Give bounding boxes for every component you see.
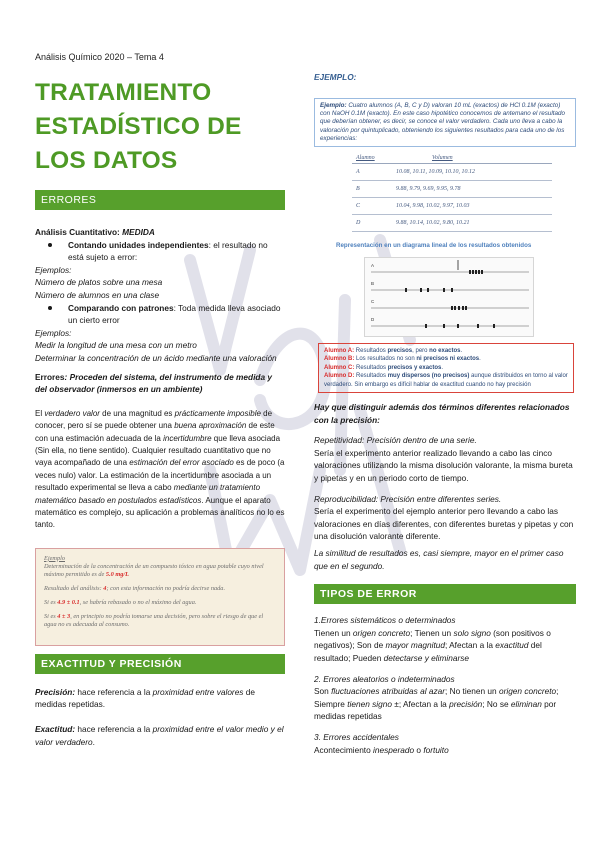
tipo2-title: 2. Errores aleatorios o indeterminados bbox=[314, 673, 455, 684]
legend-item: Alumno C: Resultados precisos y exactos. bbox=[324, 364, 444, 371]
results-table bbox=[352, 153, 552, 232]
example-2: Número de alumnos en una clase bbox=[35, 289, 160, 300]
legend-item: Alumno D: Resultados muy dispersos (no precisos) aunque distribuidos en torno al valor verdadero. Sin embargo es difícil hablar de exactitud cuando no hay precisión bbox=[324, 373, 568, 388]
image-example-line3: Resultado del análisis: 4; con esta información no podría decirse nada. bbox=[44, 584, 226, 592]
table-row: C 10.04, 9.98, 10.02, 9.97, 10.03 bbox=[352, 198, 552, 215]
bullet1-bold: Contando unidades independientes bbox=[68, 239, 209, 250]
table-row: B 9.88, 9.79, 9.69, 9.95, 9.78 bbox=[352, 181, 552, 198]
errores-bold: Errores bbox=[35, 371, 65, 382]
bullet1-rest: : el resultado no está sujeto a error: bbox=[68, 239, 268, 263]
image-example-title: Ejemplo bbox=[44, 554, 65, 562]
tipo3-text: Acontecimiento inesperado o fortuito bbox=[314, 744, 449, 755]
left-column bbox=[35, 52, 285, 748]
bullet-contando bbox=[35, 239, 285, 264]
col-alumno: Alumno bbox=[352, 153, 392, 164]
svg-text:A: A bbox=[371, 263, 375, 269]
example-3: Medir la longitud de una mesa con un metro bbox=[35, 340, 197, 351]
examples-label-2: Ejemplos: bbox=[35, 327, 72, 338]
tipo2-text: Son fluctuaciones atribuidas al azar; No tienen un origen concreto; Siempre tienen signo ±; Afectan a la precisión; No se eliminan por medidas repetidas bbox=[314, 686, 559, 722]
line-diagram bbox=[364, 257, 534, 337]
bullet2-bold: Comparando con patrones bbox=[68, 302, 174, 313]
analisis-line bbox=[35, 226, 285, 239]
col-volumen: Volumen bbox=[392, 153, 552, 164]
section-errores: ERRORES bbox=[35, 190, 285, 210]
svg-text:C: C bbox=[371, 299, 375, 305]
errores-block bbox=[35, 226, 285, 396]
errores-rest: : Proceden del sistema, del instrumento de medida y del observador (inmersos en un ambiente) bbox=[35, 371, 273, 395]
examples-label-1: Ejemplos: bbox=[35, 264, 72, 275]
tipo1-text: Tienen un origen concreto; Tienen un solo signo (son positivos o negativos); Son de mayor magnitud; Afectan a la exactitud del resultado; Pueden detectarse y eliminarse bbox=[314, 627, 551, 663]
subject-header: Análisis Químico 2020 – Tema 4 bbox=[35, 52, 164, 62]
right-column bbox=[314, 72, 576, 756]
reproducibilidad-text: Sería el experimento del ejemplo anterior pero llevando a cabo las valoraciones en días diferentes, con diferentes buretas y pipetas y con una disolución valorante diferente. bbox=[314, 506, 574, 542]
exactitud-paragraph: Exactitud: hace referencia a la proximidad entre el valor medio y el valor verdadero. bbox=[35, 723, 284, 747]
analisis-value: MEDIDA bbox=[122, 227, 155, 237]
example-1: Número de platos sobre una mesa bbox=[35, 277, 163, 288]
page-title: TRATAMIENTO ESTADÍSTICO DE LOS DATOS bbox=[35, 79, 242, 174]
image-example-line5: Si es 4 ± 3, en principio no podría tomarse una decisión, pero sobre el riesgo de que el agua no es adecuada al consumo. bbox=[44, 612, 264, 628]
distinguir-intro: Hay que distinguir además dos términos diferentes relacionados con la precisión: bbox=[314, 402, 570, 425]
example-4: Determinar la concentración de un ácido mediante una valoración bbox=[35, 352, 277, 363]
repetitividad-title: Repetitividad: Precisión dentro de una serie. bbox=[314, 435, 477, 446]
legend-item: Alumno A: Resultados precisos, pero no exactos. bbox=[324, 348, 463, 355]
legend-box bbox=[318, 343, 574, 393]
repetitividad-text: Sería el experimento anterior realizado llevando a cabo las cinco valoraciones utilizando la misma disolución valorante, la misma bureta y pipetas y en un periodo corto de tiempo. bbox=[314, 447, 573, 484]
tipo3-title: 3. Errores accidentales bbox=[314, 731, 399, 742]
reproducibilidad-title: Reproducibilidad: Precisión entre diferentes series. bbox=[314, 493, 502, 504]
section-exactitud: EXACTITUD Y PRECISIÓN bbox=[35, 654, 285, 674]
bullet-comparando bbox=[35, 302, 285, 327]
image-example-line4: Si es 4.9 ± 0.1, se habría rebasado o no el máximo del agua. bbox=[44, 598, 197, 606]
table-row: A 10.08, 10.11, 10.09, 10.10, 10.12 bbox=[352, 164, 552, 181]
precision-paragraph: Precisión: hace referencia a la proximidad entre valores de medidas repetidas. bbox=[35, 686, 256, 710]
valor-paragraph: El verdadero valor de una magnitud es prácticamente imposible de conocer, pero sí se puede obtener una buena aproximación de este con una estimación adecuada de la incertidumbre que lleva asociada (Sin ella, no tiene sentido). Cualquier resultado cuantitativo que no vaya acompañado de una estimación del error asociado es de poco (a veces nulo) valor. La estimación de la incertidumbre asociada a un resultado experimental se lleva a cabo mediante un tratamiento matemático basado en postulados estadísticos. Aunque el aparato matemático es complejo, su aplicación a problemas analíticos no lo es tanto. bbox=[35, 408, 285, 530]
svg-text:B: B bbox=[371, 281, 375, 287]
tipo1-title: 1.Errores sistemáticos o determinados bbox=[314, 615, 456, 626]
table-row: D 9.88, 10.14, 10.02, 9.80, 10.21 bbox=[352, 215, 552, 232]
example-image-box bbox=[35, 548, 285, 646]
ejemplo-label: EJEMPLO: bbox=[314, 72, 357, 82]
line-diagram-svg bbox=[365, 258, 535, 338]
results-table-wrap bbox=[314, 153, 576, 232]
image-example-line2: Determinación de la concentración de un compuesto tóxico en agua potable cuyo nivel máximo permitido es de 5.0 mg/L bbox=[44, 562, 264, 578]
diagram-title: Representación en un diagrama lineal de los resultados obtenidos bbox=[336, 242, 532, 250]
analisis-label: Análisis Cuantitativo: bbox=[35, 227, 120, 237]
bullet2-rest: : Toda medida lleva asociado un cierto error bbox=[68, 302, 281, 326]
errores-definition bbox=[35, 371, 285, 396]
ejemplo-intro-box: Ejemplo: Cuatro alumnos (A, B, C y D) valoran 10 mL (exactos) de HCl 0.1M (exacto) con NaOH 0.1M (exacto). En este caso hipotético conocemos de antemano el resultado que deberían obtener, es decir, se conoce el valor verdadero. Cada uno lleva a cabo la valoración por quintuplicado, obteniendo los siguientes resultados para cada uno de los experiencias: bbox=[314, 98, 576, 147]
legend-item: Alumno B: Los resultados no son ni precisos ni exactos. bbox=[324, 356, 481, 363]
svg-text:D: D bbox=[371, 317, 375, 323]
section-tipos: TIPOS DE ERROR bbox=[314, 584, 576, 604]
similitud-text: La similitud de resultados es, casi siempre, mayor en el primer caso que en el segundo. bbox=[314, 547, 564, 571]
